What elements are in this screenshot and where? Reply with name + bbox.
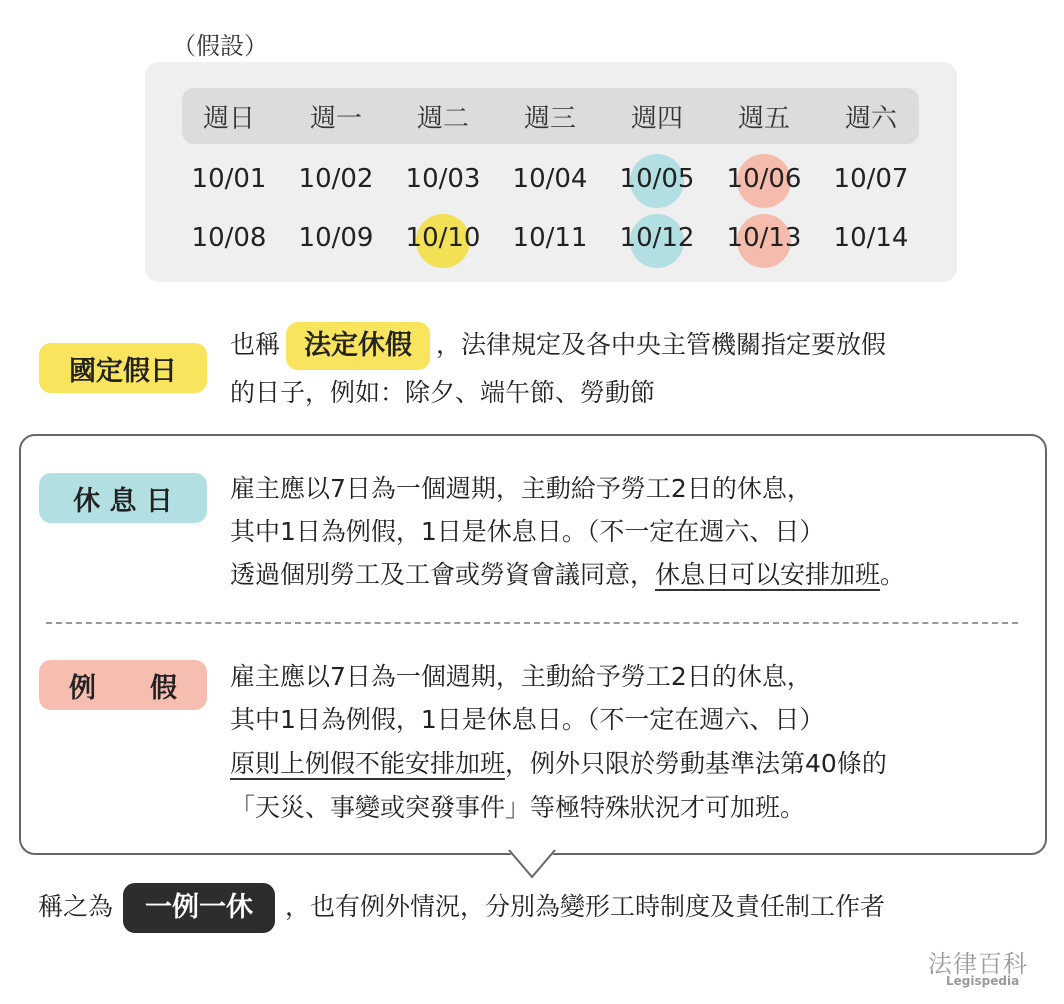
date-cell: 10/03 <box>405 164 481 194</box>
rest-day-line-2: 其中1日為例假，1日是休息日。（不一定在週六、日） <box>230 517 825 546</box>
weekday-fri: 週五 <box>737 104 790 134</box>
legispedia-logo-chinese: 法律百科 <box>928 950 1028 978</box>
speech-bubble-pointer <box>508 849 556 879</box>
holiday-line1-text: ，法律規定及各中央主管機關指定要放假 <box>436 330 887 359</box>
summary-prefix: 稱之為 <box>38 892 114 921</box>
date-cell: 10/07 <box>833 164 909 194</box>
regular-leave-line-4: 「天災、事變或突發事件」等極特殊狀況才可加班。 <box>230 793 806 822</box>
regular-leave-line3-suffix: ，例外只限於勞動基準法第40條的 <box>505 749 887 778</box>
weekday-mon: 週一 <box>309 104 362 134</box>
regular-leave-badge: 例 假 <box>39 660 207 710</box>
national-holiday-line-1 <box>230 322 886 370</box>
weekday-wed: 週三 <box>523 104 576 134</box>
summary-suffix: ，也有例外情況，分別為變形工時制度及責任制工作者 <box>285 892 886 921</box>
date-cell: 10/05 <box>619 164 695 194</box>
regular-leave-line-1: 雇主應以7日為一個週期，主動給予勞工2日的休息， <box>230 662 812 691</box>
rest-day-badge: 休 息 日 <box>39 473 207 523</box>
regular-leave-line-3 <box>230 741 887 786</box>
legispedia-logo-english: Legispedia <box>946 974 1020 988</box>
date-cell: 10/06 <box>726 164 802 194</box>
date-cell: 10/14 <box>833 223 909 253</box>
rest-day-line3-prefix: 透過個別勞工及工會或勞資會議同意， <box>230 560 656 589</box>
national-holiday-badge: 國定假日 <box>39 343 207 393</box>
date-cell: 10/01 <box>191 164 267 194</box>
date-cell: 10/11 <box>512 223 588 253</box>
summary-line <box>38 882 885 933</box>
weekday-tue: 週二 <box>416 104 469 134</box>
rest-day-overtime-allowed: 休息日可以安排加班 <box>655 560 881 589</box>
weekday-sun: 週日 <box>202 104 255 134</box>
section-divider <box>46 622 1018 624</box>
weekday-thu: 週四 <box>630 104 683 134</box>
statutory-leave-pill: 法定休假 <box>286 322 430 370</box>
national-holiday-line-2: 的日子，例如：除夕、端午節、勞動節 <box>230 378 656 407</box>
rest-day-line3-suffix: 。 <box>880 560 906 589</box>
date-cell: 10/04 <box>512 164 588 194</box>
date-cell: 10/10 <box>405 223 481 253</box>
date-cell: 10/08 <box>191 223 267 253</box>
regular-leave-no-overtime: 原則上例假不能安排加班 <box>230 749 506 778</box>
regular-leave-line-2: 其中1日為例假，1日是休息日。（不一定在週六、日） <box>230 705 825 734</box>
date-cell: 10/12 <box>619 223 695 253</box>
rest-day-line-1: 雇主應以7日為一個週期，主動給予勞工2日的休息， <box>230 474 812 503</box>
holiday-prefix: 也稱 <box>230 330 281 359</box>
weekday-sat: 週六 <box>844 104 897 134</box>
date-cell: 10/13 <box>726 223 802 253</box>
rest-day-line-3 <box>230 552 905 597</box>
date-cell: 10/02 <box>298 164 374 194</box>
date-cell: 10/09 <box>298 223 374 253</box>
assumption-label: （假設） <box>172 32 268 60</box>
one-fixed-one-flexible-pill: 一例一休 <box>123 883 275 933</box>
